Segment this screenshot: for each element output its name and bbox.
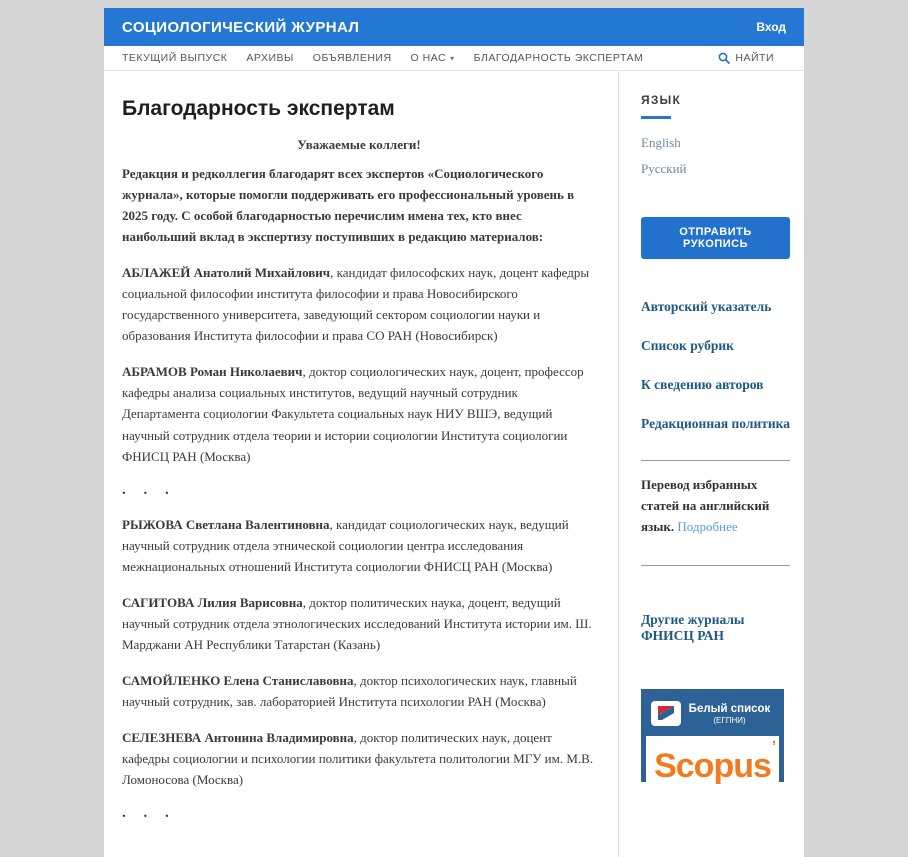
translation-note [641, 475, 790, 537]
expert-desc: , доктор психологических наук, главный научный сотрудник, зав. лабораторией Института психологии РАН (Москва) [122, 672, 577, 709]
top-header-bar [104, 8, 804, 46]
search-label: НАЙТИ [735, 52, 774, 64]
white-list-scopus-badge[interactable] [641, 689, 784, 786]
expert-desc: , кандидат социологических наук, ведущий научный сотрудник отдела этнической социологии центра исследования межнациональных отношений Института социологии ФНИСЦ РАН (Москва) [122, 516, 569, 574]
expert-desc: , кандидат философских наук, доцент кафедры социальной философии института философии и права Новосибирского государственного университета, заведующий сектором социологии науки и образования Института философии и права СО РАН (Новосибирск) [122, 265, 590, 344]
white-list-title: Белый список [688, 702, 771, 715]
sidebar-divider [641, 460, 790, 461]
expert-name: САГИТОВА Лилия Варисовна [122, 594, 303, 610]
sidebar-divider [641, 565, 790, 566]
language-heading-underline [641, 116, 671, 119]
submit-manuscript-button[interactable]: ОТПРАВИТЬ РУКОПИСЬ [641, 217, 790, 259]
expert-entry [122, 262, 596, 346]
page-title: Благодарность экспертам [122, 97, 395, 120]
search-button[interactable] [718, 52, 774, 64]
sidebar-link-section-list[interactable]: Список рубрик [641, 338, 734, 353]
nav-item-expert-thanks[interactable]: БЛАГОДАРНОСТЬ ЭКСПЕРТАМ [473, 52, 644, 64]
expert-entry [122, 727, 596, 790]
main-navigation [104, 46, 804, 71]
white-list-subtitle: (ЕГПНИ) [713, 715, 746, 725]
language-link-english[interactable]: English [641, 135, 681, 150]
expert-name: РЫЖОВА Светлана Валентиновна [122, 516, 330, 532]
white-list-flag-icon [649, 700, 683, 727]
sidebar [618, 71, 804, 857]
expert-entry [122, 592, 596, 655]
expert-name: АБРАМОВ Роман Николаевич [122, 364, 303, 380]
sidebar-links [641, 299, 790, 432]
expert-desc: , доктор политических наук, доцент кафедры социологии и психологии политики факультета политологии МГУ им. М.В. Ломоносова (Москва) [122, 729, 594, 788]
language-link-russian[interactable]: Русский [641, 161, 687, 176]
scopus-logo [646, 736, 779, 786]
search-icon [718, 52, 730, 64]
translation-note-text: Перевод избранных статей на английский язык. [641, 477, 770, 534]
journal-title[interactable]: СОЦИОЛОГИЧЕСКИЙ ЖУРНАЛ [122, 18, 360, 36]
expert-name: САМОЙЛЕНКО Елена Станиславовна [122, 672, 354, 688]
scopus-mark-icon: ’ [771, 738, 776, 756]
ellipsis-separator: . . . [122, 481, 176, 498]
expert-entry [122, 361, 596, 466]
nav-item-announcements[interactable]: ОБЪЯВЛЕНИЯ [312, 52, 392, 64]
expert-entry [122, 514, 596, 577]
expert-name: АБЛАЖЕЙ Анатолий Михайлович [122, 265, 331, 281]
main-article [104, 71, 618, 857]
login-link[interactable]: Вход [756, 20, 786, 34]
expert-name: СЕЛЕЗНЕВА Антонина Владимировна [122, 729, 354, 745]
expert-entry [122, 670, 596, 712]
nav-item-archives[interactable]: АРХИВЫ [246, 52, 294, 64]
content-area [104, 71, 804, 857]
translation-more-link[interactable]: Подробнее [677, 518, 738, 534]
nav-item-current-issue[interactable]: ТЕКУЩИЙ ВЫПУСК [122, 52, 228, 64]
nav-item-about[interactable]: О НАС ▾ [410, 52, 455, 64]
sidebar-link-author-info[interactable]: К сведению авторов [641, 377, 764, 392]
ellipsis-separator: . . . [122, 805, 176, 822]
sidebar-link-author-index[interactable]: Авторский указатель [641, 299, 772, 314]
intro-paragraph: Редакция и редколлегия благодарят всех экспертов «Социологического журнала», которые помогли поддерживать его профессиональный уровень в 2025 году. С особой благодарностью перечислим имена тех, кто внес наибольший вклад в экспертизу поступивших в редакцию материалов: [122, 166, 575, 245]
scopus-wordmark: Scopus [654, 747, 771, 786]
site-container [104, 8, 804, 857]
language-heading: ЯЗЫК [641, 93, 682, 107]
expert-desc: , доктор политических наука, доцент, ведущий научный сотрудник отдела этнологических исследований Института истории им. Ш. Марджани АН Республики Татарстан (Казань) [122, 594, 592, 652]
other-journals-link[interactable]: Другие журналы ФНИСЦ РАН [641, 612, 745, 644]
chevron-down-icon: ▾ [450, 53, 455, 63]
expert-desc: , доктор социологических наук, доцент, профессор кафедры анализа социальных институтов, ведущий научный сотрудник Департамента социологии Факультета социальных наук НИУ ВШЭ, ведущий научный сотрудник отдела теории и истории социологии Института социологии ФНИСЦ РАН (Москва) [122, 364, 584, 464]
salutation-text: Уважаемые коллеги! [297, 137, 421, 152]
sidebar-link-editorial-policy[interactable]: Редакционная политика [641, 416, 790, 431]
white-list-texts [683, 703, 776, 725]
white-list-banner [641, 689, 784, 736]
